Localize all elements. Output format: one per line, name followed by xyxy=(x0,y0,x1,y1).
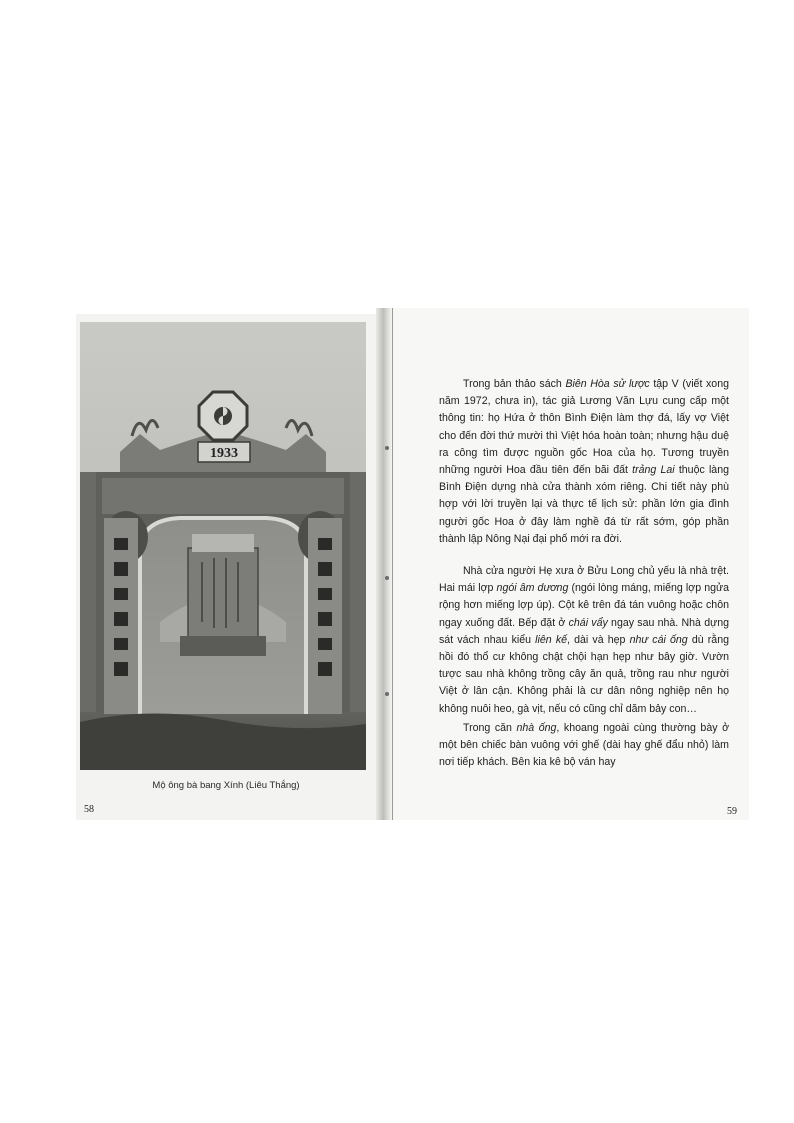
binding-hole xyxy=(385,576,389,580)
italic-term: ngói âm dương xyxy=(496,582,569,595)
italic-term: liên kế xyxy=(535,633,568,646)
book-gutter xyxy=(376,308,392,820)
text-run: ngay sau nhà. Nhà dựng sát vách nhau kiểu xyxy=(439,616,729,646)
italic-term: trảng Lai xyxy=(632,464,675,477)
text-run: Trong căn xyxy=(463,721,517,734)
page-number-left: 58 xyxy=(84,804,94,815)
italic-term: như cái ống xyxy=(629,633,688,646)
text-run: (ngói lòng máng, miếng lợp ngửa rộng hơn miếng lợp úp). Cột kê trên đá tán vuông hoặc chôn ngay xuống đất. Bếp đặt ở xyxy=(439,582,729,629)
text-run: Trong bản thảo sách xyxy=(463,378,566,390)
italic-term: chái vẩy xyxy=(568,616,608,629)
italic-term: Biên Hòa sử lược xyxy=(565,378,650,390)
page-number-right: 59 xyxy=(727,806,737,817)
text-run: , khoang ngoài cùng thường bày ở một bên chiếc bàn vuông với ghế (dài hay ghế đẩu nhỏ) làm nơi tiếp khách. Bên kia kê bộ ván hay xyxy=(439,721,730,769)
text-run: , dài và hẹp xyxy=(567,633,630,646)
paragraph xyxy=(439,563,729,718)
italic-term: nhà ống xyxy=(516,721,557,734)
paragraph xyxy=(439,376,729,548)
book-spread xyxy=(76,308,748,820)
right-page xyxy=(392,308,749,820)
text-run: thuộc làng Bình Điện dựng nhà cửa thành xóm riêng. Chi tiết này phù hợp với lời truyền lại và thực tế lịch sử: phần lớn gia đình người gốc Hoa ở đây làm nghề đá từ rất sớm, góp phần thành lập Nông Nại đại phố mới ra đời. xyxy=(439,464,729,545)
text-run: tập V (viết xong năm 1972, chưa in), tác giả Lương Văn Lựu cung cấp một thông tin: họ Hứa ở thôn Bình Điện làm thợ đá, lấy vợ Việt cho đến đời thứ mười thì Việt hóa hoàn toàn; nhưng hậu duệ ra công tìm được nguồn gốc Hoa của họ. Tương truyền những người Hoa đầu tiên đến bãi đất xyxy=(439,378,729,477)
binding-hole xyxy=(385,446,389,450)
binding-hole xyxy=(385,692,389,696)
tomb-gate-photo xyxy=(80,322,366,770)
paragraph xyxy=(439,720,729,772)
left-page xyxy=(76,314,376,820)
text-run: dù rằng hồi đó thổ cư không chật chội hạn hẹp như bây giờ. Vườn tược sau nhà không trồng cây ăn quả, trồng rau như người Việt ở lân cận. Không phải là cư dân nông nghiệp nên họ không nuôi heo, gà vịt, nếu có cũng chỉ dăm bảy con… xyxy=(439,633,729,715)
body-text xyxy=(439,376,729,771)
text-run: Nhà cửa người Hẹ xưa ở Bửu Long chủ yếu là nhà trệt. Hai mái lợp xyxy=(439,565,729,595)
year-plaque: 1933 xyxy=(210,446,238,461)
photo-caption: Mộ ông bà bang Xính (Liêu Thắng) xyxy=(152,780,300,791)
